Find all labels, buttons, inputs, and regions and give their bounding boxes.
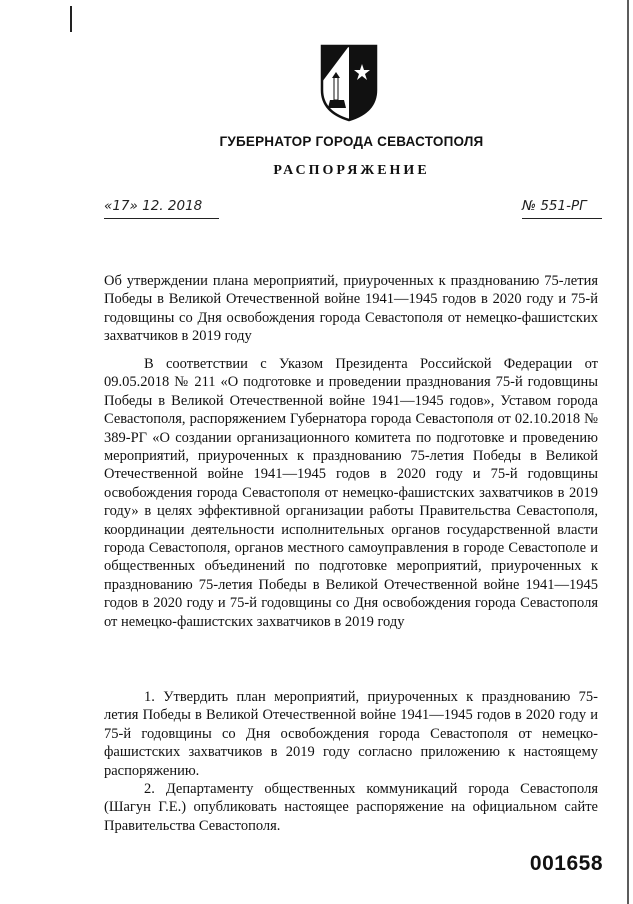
document-date xyxy=(104,198,219,219)
document-type: РАСПОРЯЖЕНИЕ xyxy=(273,163,430,178)
document-number-value: № 551-РГ xyxy=(522,198,587,214)
preamble-paragraph: В соответствии с Указом Президента Российской Федерации от 09.05.2018 № 211 «О подготовке и проведении празднования 75-й годовщины Победы в Великой Отечественной войне 1941—1945 годов», Уставом города Севастополя, распоряжением Губернатора города Севастополя от 02.10.2018 № 389-РГ «О создании организационного комитета по подготовке и проведению мероприятий, приуроченных к празднованию 75-летия Победы в Великой Отечественной войне 1941—1945 годов в 2020 году и 75-й годовщины освобождения города Севастополя от немецко-фашистских захватчиков в 2019 году» в целях эффективной организации работы Правительства Севастополя, координации деятельности исполнительных органов государственной власти города Севастополя, органов местного самоуправления в городе Севастополе и общественных объединений по подготовке мероприятий, приуроченных к празднованию 75-летия Победы в Великой Отечественной войне 1941—1945 годов в 2020 году и 75-й годовщины со Дня освобождения города Севастополя от немецко-фашистских захватчиков в 2019 году xyxy=(104,356,598,630)
document-subject: Об утверждении плана мероприятий, приуроченных к празднованию 75-летия Победы в Великой Отечественной войне 1941—1945 годов в 2020 году и 75-й годовщины со Дня освобождения города Севастополя от немецко-фашистских захватчиков в 2019 году xyxy=(104,273,598,345)
scan-mark xyxy=(70,6,72,32)
document-date-value: «17» 12. 2018 xyxy=(104,198,203,214)
sevastopol-coat-of-arms-icon xyxy=(318,42,380,122)
clause-2: 2. Департаменту общественных коммуникаций города Севастополя (Шагун Г.Е.) опубликовать настоящее распоряжение на официальном сайте Правительства Севастополя. xyxy=(104,781,598,834)
document-counter: 001658 xyxy=(529,852,603,875)
org-title: ГУБЕРНАТОР ГОРОДА СЕВАСТОПОЛЯ xyxy=(219,134,484,149)
document-number xyxy=(522,198,602,219)
clause-1: 1. Утвердить план мероприятий, приуроченных к празднованию 75-летия Победы в Великой Отечественной войне 1941—1945 годов в 2020 году и 75-й годовщины со Дня освобождения города Севастополя от немецко-фашистских захватчиков в 2019 году согласно приложению к настоящему распоряжению. xyxy=(104,689,598,779)
preamble xyxy=(104,355,598,631)
clauses xyxy=(104,688,598,835)
